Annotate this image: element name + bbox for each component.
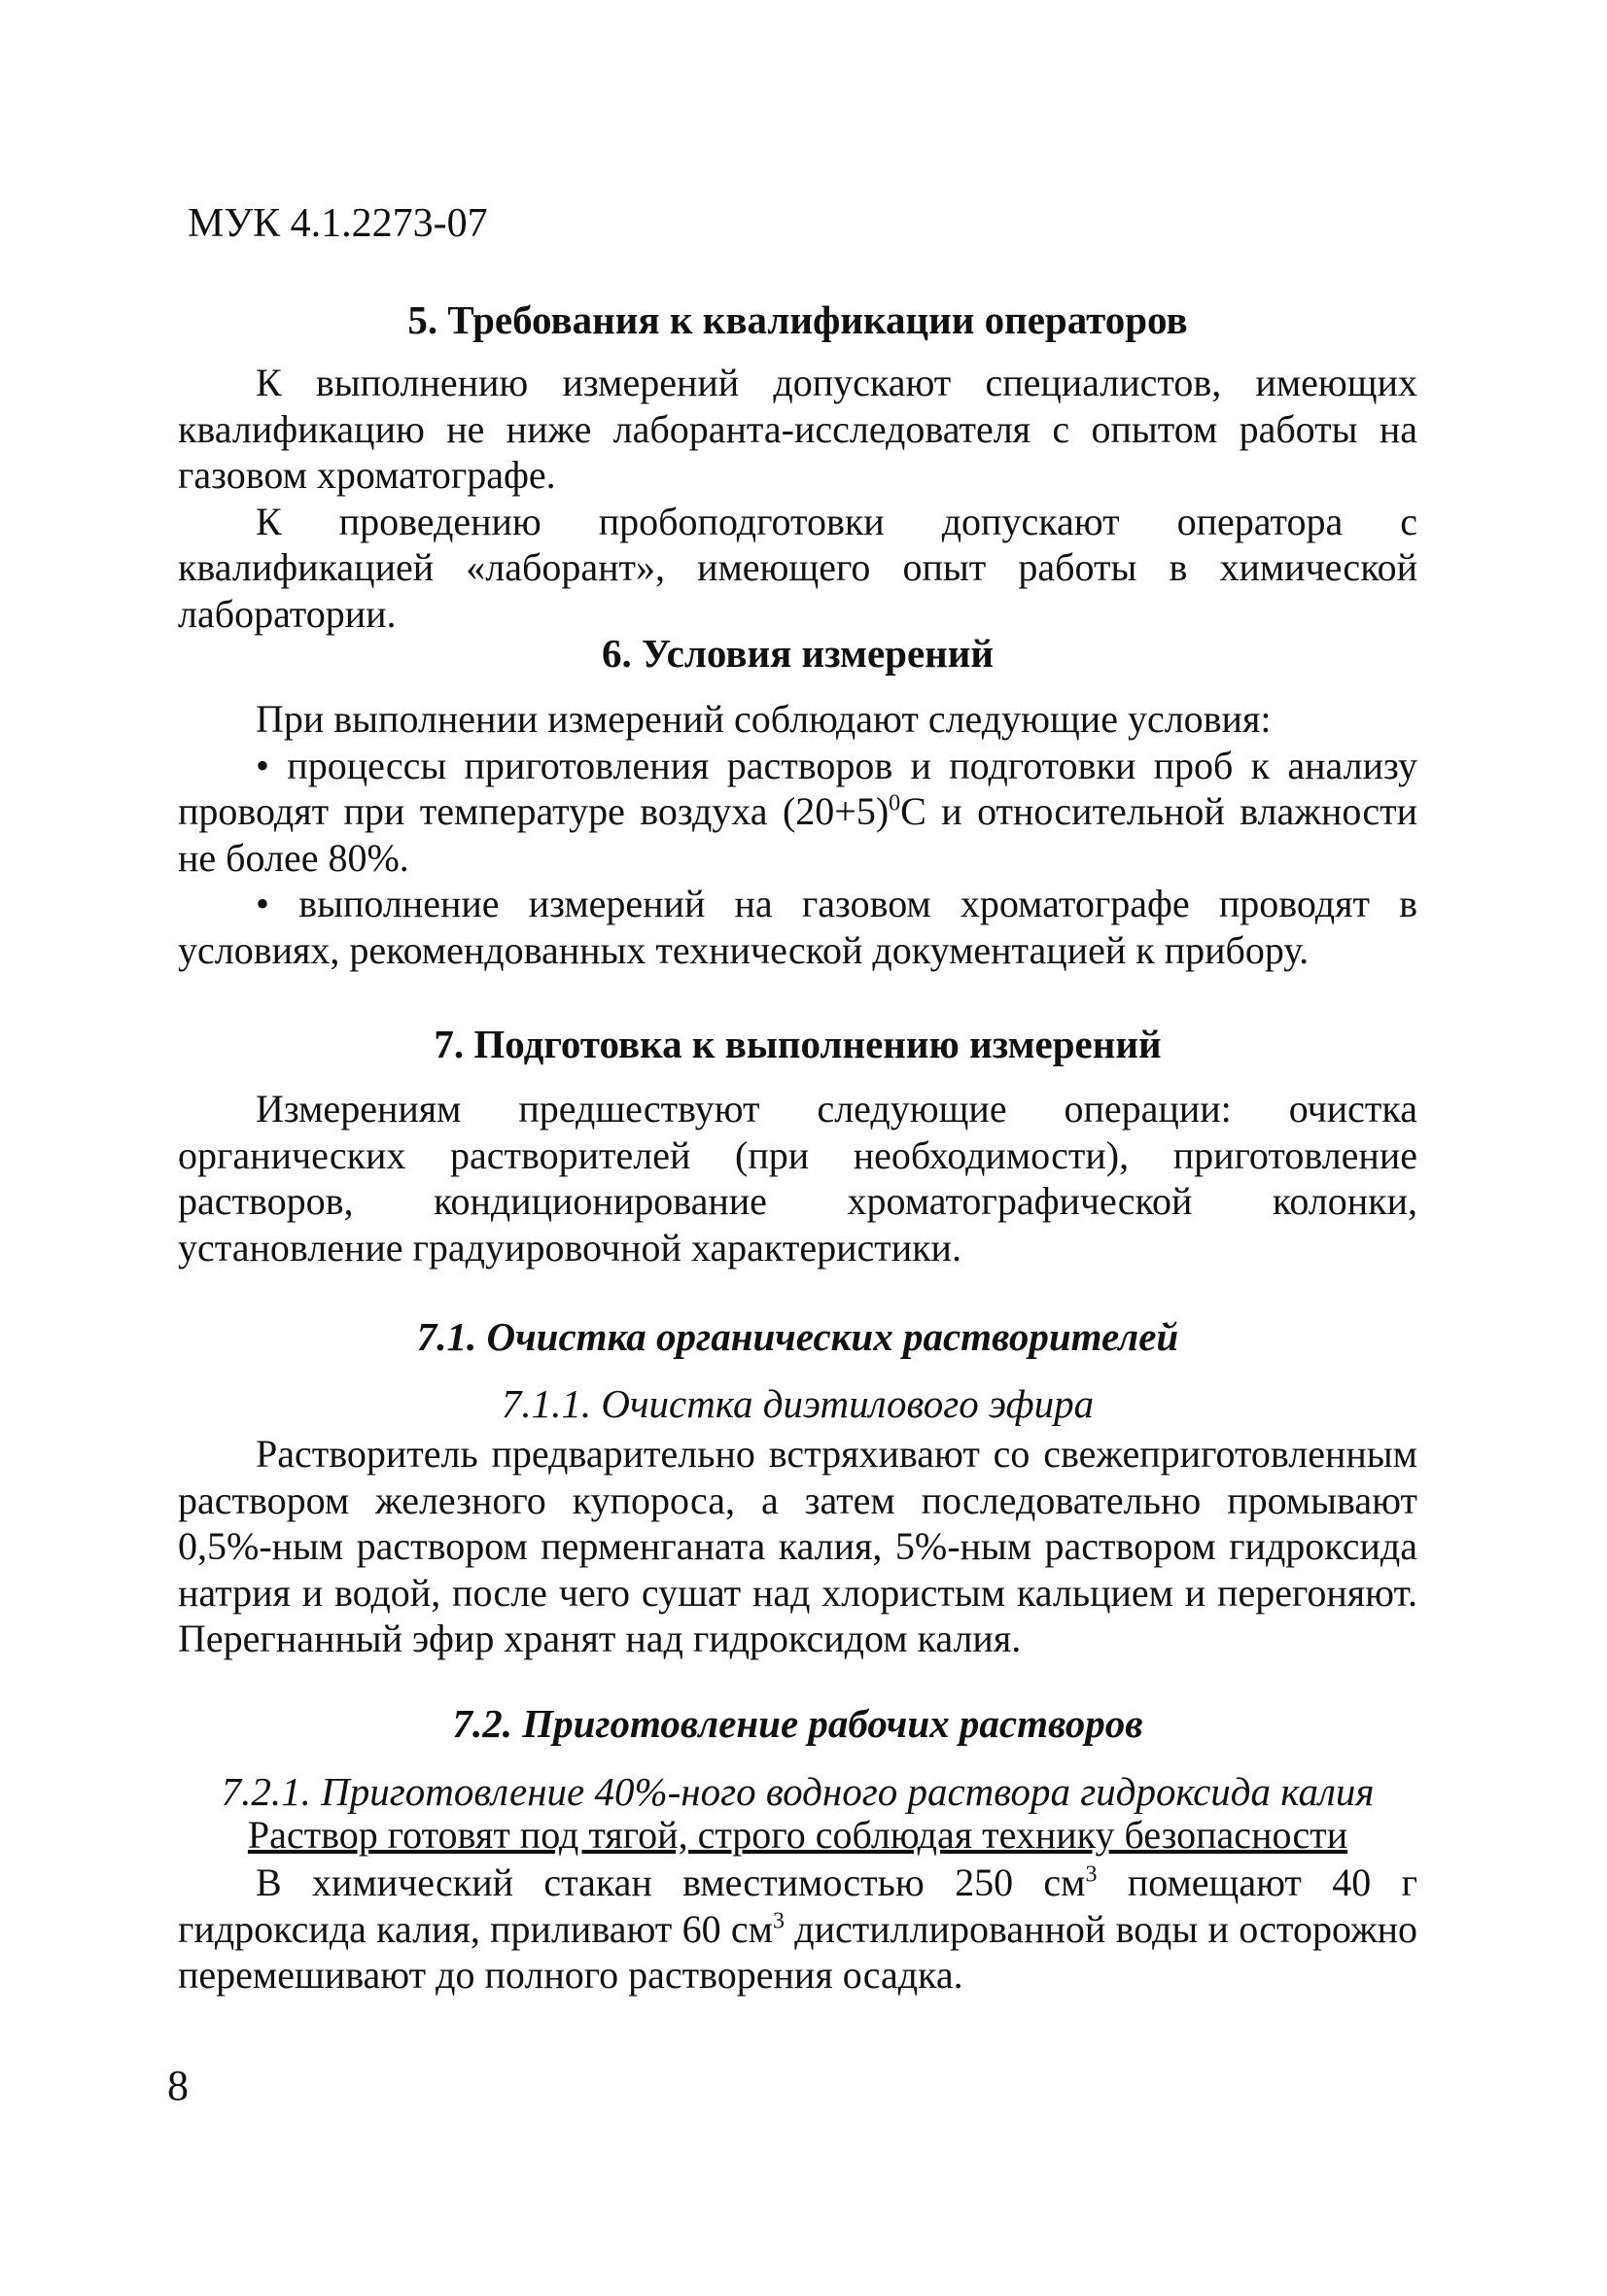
bullet-icon: • [256, 882, 270, 925]
section-6-bullet-2 [178, 881, 1417, 973]
section-7-2-1 [178, 1766, 1417, 1817]
paragraph-text-c: дистиллированной воды и осторожно перемешивают до полного растворения осадка. [178, 1906, 1418, 1997]
section-7 [178, 1019, 1417, 1069]
section-7-2-heading: 7.2. Приготовление рабочих растворов [452, 1701, 1143, 1746]
section-7-1-1 [178, 1378, 1417, 1429]
section-6-heading: 6. Условия измерений [601, 631, 995, 676]
bullet-icon: • [256, 743, 270, 787]
section-7-2-1-body [178, 1860, 1417, 1999]
bullet-2-text: выполнение измерений на газовом хроматографе проводят в условиях, рекомендованных технической документацией к прибору. [178, 882, 1418, 972]
section-5 [178, 295, 1417, 345]
section-5-body [178, 360, 1417, 637]
superscript-cube-2: 3 [772, 1908, 785, 1934]
section-6-intro: При выполнении измерений соблюдают следующие условия: [256, 697, 1272, 741]
section-5-paragraph-1: К выполнению измерений допускают специалистов, имеющих квалификацию не ниже лаборанта-исследователя с опытом работы на газовом хроматографе. [178, 361, 1417, 497]
section-5-paragraph-2: К проведению пробоподготовки допускают оператора с квалификацией «лаборант», имеющего опыт работы в химической лаборатории. [178, 499, 1417, 636]
paragraph-text-b: помещают 40 г гидроксида калия, приливают 60 см [178, 1861, 1417, 1951]
bullet-1-text-b: С и относительной влажности не более 80%. [178, 789, 1417, 880]
section-7-2-1-heading: 7.2.1. Приготовление 40%-ного водного раствора гидроксида калия [221, 1769, 1375, 1814]
section-6 [178, 628, 1417, 678]
page-number: 8 [167, 2062, 189, 2109]
superscript-cube-1: 3 [1085, 1861, 1098, 1888]
degree-mark: 0 [889, 790, 901, 817]
document-code: МУК 4.1.2273-07 [188, 201, 488, 246]
bullet-1-text-a: процессы приготовления растворов и подготовки проб к анализу проводят при температуре воздуха (20+5) [178, 743, 1417, 833]
section-7-2-1-paragraph [178, 1860, 1417, 1999]
section-7-2 [178, 1698, 1417, 1749]
section-7-body [178, 1086, 1417, 1270]
section-7-1 [178, 1311, 1417, 1362]
section-6-bullet-1 [178, 743, 1417, 882]
section-7-1-1-paragraph: Растворитель предварительно встряхивают со свежеприготовленным раствором железного купороса, а затем последовательно промывают 0,5%-ным раствором перменганата калия, 5%-ным раствором гидроксида натрия и водой, после чего сушат над хлористым кальцием и перегоняют. Перегнанный эфир хранят над гидроксидом калия. [178, 1432, 1417, 1660]
safety-note: Раствор готовят под тягой, строго соблюдая технику безопасности [247, 1813, 1348, 1857]
section-7-2-1-note [178, 1812, 1417, 1859]
section-7-1-heading: 7.1. Очистка органических растворителей [416, 1314, 1179, 1359]
section-7-paragraph-1: Измерениям предшествуют следующие операции: очистка органических растворителей (при необходимости), приготовление растворов, кондиционирование хроматографической колонки, установление градуировочной характеристики. [178, 1087, 1417, 1270]
section-7-1-1-body [178, 1431, 1417, 1662]
section-7-1-1-heading: 7.1.1. Очистка диэтилового эфира [501, 1381, 1095, 1426]
section-6-body [178, 696, 1417, 973]
section-5-heading: 5. Требования к квалификации операторов [407, 297, 1188, 342]
section-7-heading: 7. Подготовка к выполнению измерений [434, 1022, 1162, 1066]
paragraph-text-a: В химический стакан вместимостью 250 см [256, 1861, 1086, 1904]
